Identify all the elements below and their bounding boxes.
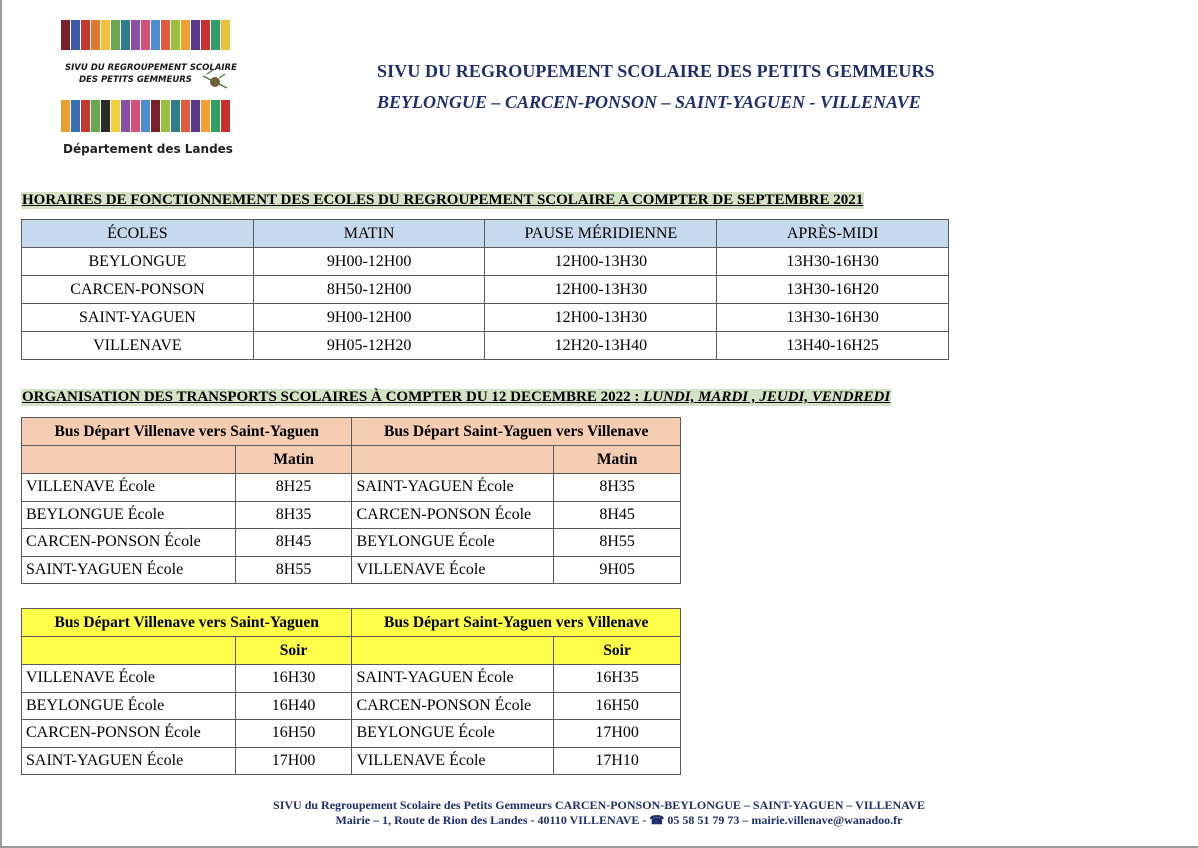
afternoon-hours-cell: 13H40-16H25	[717, 332, 949, 360]
morning-hours-cell: 9H00-12H00	[253, 304, 485, 332]
morning-hours-cell: 9H05-12H20	[253, 332, 485, 360]
afternoon-hours-cell: 13H30-16H20	[717, 276, 949, 304]
table-row	[22, 529, 681, 557]
bus-stop-cell: CARCEN-PONSON École	[352, 692, 554, 720]
morning-hours-cell: 8H50-12H00	[253, 276, 485, 304]
school-name-cell: BEYLONGUE	[22, 248, 254, 276]
footer-contact	[0, 813, 1198, 828]
lunch-break-cell: 12H00-13H30	[485, 304, 717, 332]
school-name-cell: VILLENAVE	[22, 332, 254, 360]
departure-time-cell: 17H00	[235, 747, 352, 775]
bus-stop-cell: VILLENAVE École	[352, 747, 554, 775]
route-title: Bus Départ Villenave vers Saint-Yaguen	[22, 418, 352, 446]
route-title: Bus Départ Saint-Yaguen vers Villenave	[352, 418, 681, 446]
column-header: MATIN	[253, 220, 485, 248]
period-label: Matin	[554, 446, 681, 474]
bus-stop-cell: VILLENAVE École	[22, 474, 236, 502]
table-row	[22, 501, 681, 529]
schedule-heading: HORAIRES DE FONCTIONNEMENT DES ECOLES DU REGROUPEMENT SCOLAIRE A COMPTER DE SEPTEMBRE 2021	[22, 192, 864, 208]
page-left-border	[0, 0, 2, 848]
bus-stop-cell: CARCEN-PONSON École	[22, 529, 236, 557]
departure-time-cell: 9H05	[554, 556, 681, 584]
colored-pencils-logo	[57, 18, 239, 134]
footer	[0, 798, 1198, 828]
departure-time-cell: 8H25	[235, 474, 352, 502]
logo-caption: Département des Landes	[63, 142, 233, 156]
morning-bus-table	[21, 417, 681, 584]
svg-text:DES PETITS GEMMEURS: DES PETITS GEMMEURS	[79, 75, 192, 85]
period-row	[22, 446, 681, 474]
transport-heading	[21, 389, 891, 406]
bus-stop-cell: BEYLONGUE École	[352, 529, 554, 557]
bus-stop-cell: BEYLONGUE École	[22, 692, 236, 720]
table-row	[22, 665, 681, 693]
empty-header-cell	[352, 637, 554, 665]
table-header-row	[22, 418, 681, 446]
bus-stop-cell: SAINT-YAGUEN École	[352, 665, 554, 693]
school-name-cell: CARCEN-PONSON	[22, 276, 254, 304]
table-row	[22, 304, 949, 332]
bus-stop-cell: SAINT-YAGUEN École	[22, 556, 236, 584]
logo	[55, 18, 241, 160]
departure-time-cell: 16H50	[554, 692, 681, 720]
departure-time-cell: 8H35	[554, 474, 681, 502]
departure-time-cell: 17H10	[554, 747, 681, 775]
school-hours-table	[21, 219, 949, 360]
footer-address: Mairie – 1, Route de Rion des Landes - 40110 VILLENAVE -	[335, 813, 650, 827]
empty-header-cell	[22, 637, 236, 665]
bus-stop-cell: BEYLONGUE École	[352, 720, 554, 748]
departure-time-cell: 8H45	[554, 501, 681, 529]
footer-organization: SIVU du Regroupement Scolaire des Petits Gemmeurs CARCEN-PONSON-BEYLONGUE – SAINT-YAGUEN – VILLENAVE	[273, 798, 925, 812]
departure-time-cell: 17H00	[554, 720, 681, 748]
period-label: Matin	[235, 446, 352, 474]
empty-header-cell	[352, 446, 554, 474]
departure-time-cell: 16H30	[235, 665, 352, 693]
lunch-break-cell: 12H00-13H30	[485, 276, 717, 304]
bus-stop-cell: VILLENAVE École	[22, 665, 236, 693]
telephone-icon: ☎	[649, 813, 665, 827]
table-header-row	[22, 609, 681, 637]
period-row	[22, 637, 681, 665]
lunch-break-cell: 12H20-13H40	[485, 332, 717, 360]
route-title: Bus Départ Saint-Yaguen vers Villenave	[352, 609, 681, 637]
bus-stop-cell: SAINT-YAGUEN École	[352, 474, 554, 502]
header-title: SIVU DU REGROUPEMENT SCOLAIRE DES PETITS GEMMEURS	[377, 61, 935, 81]
bus-stop-cell: CARCEN-PONSON École	[22, 720, 236, 748]
transport-heading-days: LUNDI, MARDI , JEUDI, VENDREDI	[643, 389, 891, 405]
table-row	[22, 692, 681, 720]
bus-stop-cell: CARCEN-PONSON École	[352, 501, 554, 529]
footer-phone-email: 05 58 51 79 73 – mairie.villenave@wanadoo.fr	[664, 813, 903, 827]
svg-text:SIVU DU REGROUPEMENT SCOLAIRE: SIVU DU REGROUPEMENT SCOLAIRE	[65, 63, 237, 73]
evening-bus-table	[21, 608, 681, 775]
departure-time-cell: 8H55	[554, 529, 681, 557]
table-row	[22, 332, 949, 360]
bus-stop-cell: SAINT-YAGUEN École	[22, 747, 236, 775]
lunch-break-cell: 12H00-13H30	[485, 248, 717, 276]
table-header-row	[22, 220, 949, 248]
period-label: Soir	[235, 637, 352, 665]
afternoon-hours-cell: 13H30-16H30	[717, 304, 949, 332]
table-row	[22, 556, 681, 584]
bus-stop-cell: VILLENAVE École	[352, 556, 554, 584]
departure-time-cell: 8H35	[235, 501, 352, 529]
empty-header-cell	[22, 446, 236, 474]
transport-heading-text: ORGANISATION DES TRANSPORTS SCOLAIRES À COMPTER DU 12 DECEMBRE 2022 :	[22, 389, 644, 405]
bus-stop-cell: BEYLONGUE École	[22, 501, 236, 529]
route-title: Bus Départ Villenave vers Saint-Yaguen	[22, 609, 352, 637]
departure-time-cell: 16H50	[235, 720, 352, 748]
table-row	[22, 720, 681, 748]
departure-time-cell: 8H55	[235, 556, 352, 584]
afternoon-hours-cell: 13H30-16H30	[717, 248, 949, 276]
departure-time-cell: 16H35	[554, 665, 681, 693]
table-row	[22, 474, 681, 502]
column-header: ÉCOLES	[22, 220, 254, 248]
column-header: PAUSE MÉRIDIENNE	[485, 220, 717, 248]
school-name-cell: SAINT-YAGUEN	[22, 304, 254, 332]
morning-hours-cell: 9H00-12H00	[253, 248, 485, 276]
period-label: Soir	[554, 637, 681, 665]
departure-time-cell: 16H40	[235, 692, 352, 720]
table-row	[22, 248, 949, 276]
table-row	[22, 747, 681, 775]
column-header: APRÈS-MIDI	[717, 220, 949, 248]
header-subtitle: BEYLONGUE – CARCEN-PONSON – SAINT-YAGUEN - VILLENAVE	[377, 92, 921, 112]
table-row	[22, 276, 949, 304]
departure-time-cell: 8H45	[235, 529, 352, 557]
